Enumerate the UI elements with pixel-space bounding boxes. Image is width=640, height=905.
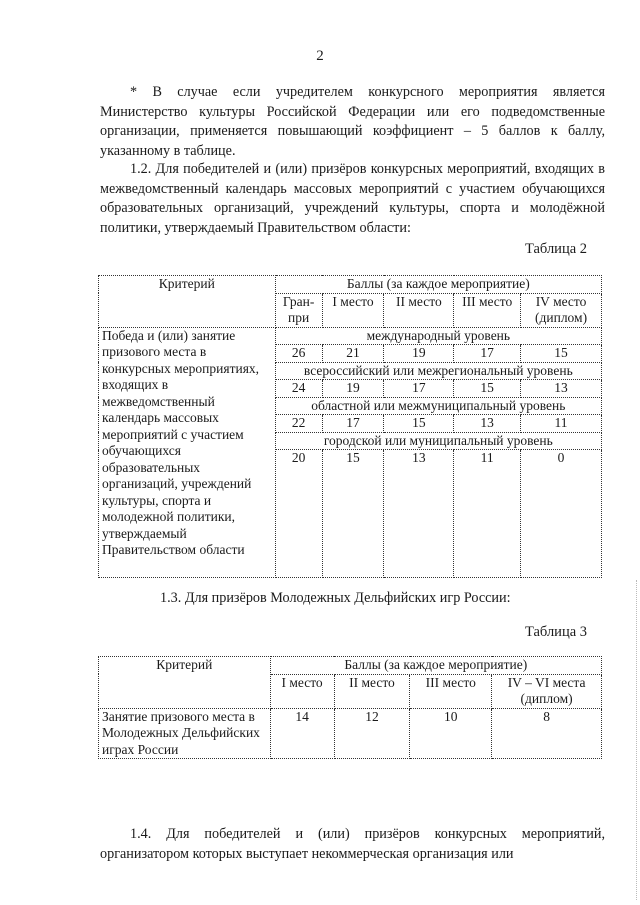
paragraph-1-3: 1.3. Для призёров Молодежных Дельфийских игр России: [160, 590, 511, 606]
table-3-value: 10 [410, 708, 492, 759]
table-2-col-header: III место [454, 293, 521, 327]
table-2-value: 15 [454, 380, 521, 398]
table-3-col-header: III место [410, 674, 492, 708]
table-2-value: 26 [275, 345, 322, 363]
table-2-value: 15 [384, 415, 454, 433]
table-2-value: 20 [275, 450, 322, 578]
table-3-col-header: I место [270, 674, 334, 708]
table-2-col-header: I место [322, 293, 384, 327]
table-2-criterion-cell: Победа и (или) занятие призового места в конкурсных мероприятиях, входящих в межведомственный календарь массовых мероприятий с участием обучающихся образовательных организаций, учреждений культуры, спорта и молодежной политики, утверждаемый Правительством области [99, 327, 276, 578]
table-2-level-label: всероссийский или межрегиональный уровень [275, 362, 601, 380]
table-2-value: 22 [275, 415, 322, 433]
table-2-value: 0 [521, 450, 602, 578]
table-2-level-label: городской или муниципальный уровень [275, 432, 601, 450]
table-2-value: 17 [384, 380, 454, 398]
table-2-value: 19 [384, 345, 454, 363]
table-2-value: 17 [454, 345, 521, 363]
table-3-col-header: II место [334, 674, 410, 708]
page-number: 2 [316, 48, 324, 64]
table-2-col-header: IV место (диплом) [521, 293, 602, 327]
table-2-caption: Таблица 2 [525, 241, 588, 257]
table-3-header-points: Баллы (за каждое мероприятие) [270, 657, 601, 675]
table-2 [98, 275, 602, 578]
table-3-criterion-cell: Занятие призового места в Молодежных Дельфийских играх России [99, 708, 271, 759]
table-2-value: 11 [521, 415, 602, 433]
table-3-col-header: IV – VI места (диплом) [492, 674, 602, 708]
footnote-paragraph: * В случае если учредителем конкурсного мероприятия является Министерство культуры Российской Федерации или его подведомственные организации, применяется повышающий коэффициент – 5 баллов к баллу, указанному в таблице. [100, 84, 605, 159]
table-2-col-header: Гран-при [275, 293, 322, 327]
table-3-value: 8 [492, 708, 602, 759]
paragraph-1-2: 1.2. Для победителей и (или) призёров конкурсных мероприятий, входящих в межведомственный календарь массовых мероприятий с участием обучающихся образовательных организаций, учреждений культуры, спорта и молодёжной политики, утверждаемый Правительством области: [100, 161, 605, 236]
table-2-value: 21 [322, 345, 384, 363]
table-3 [98, 656, 602, 759]
table-2-value: 13 [384, 450, 454, 578]
table-3-caption: Таблица 3 [525, 624, 588, 640]
table-3-header-criterion: Критерий [99, 657, 271, 709]
table-2-header-criterion: Критерий [99, 276, 276, 328]
table-2-value: 15 [521, 345, 602, 363]
table-3-value: 12 [334, 708, 410, 759]
table-2-value: 24 [275, 380, 322, 398]
table-2-value: 19 [322, 380, 384, 398]
paragraph-1-4: 1.4. Для победителей и (или) призёров конкурсных мероприятий, организатором которых выступает некоммерческая организация или [100, 826, 605, 862]
table-2-header-points: Баллы (за каждое мероприятие) [275, 276, 601, 294]
table-2-value: 15 [322, 450, 384, 578]
table-2-level-label: международный уровень [275, 327, 601, 345]
table-2-col-header: II место [384, 293, 454, 327]
table-2-value: 17 [322, 415, 384, 433]
table-2-level-label: областной или межмуниципальный уровень [275, 397, 601, 415]
table-2-value: 13 [454, 415, 521, 433]
table-2-value: 11 [454, 450, 521, 578]
table-3-value: 14 [270, 708, 334, 759]
table-2-value: 13 [521, 380, 602, 398]
scan-edge-line [636, 580, 638, 900]
table-row [99, 708, 602, 759]
